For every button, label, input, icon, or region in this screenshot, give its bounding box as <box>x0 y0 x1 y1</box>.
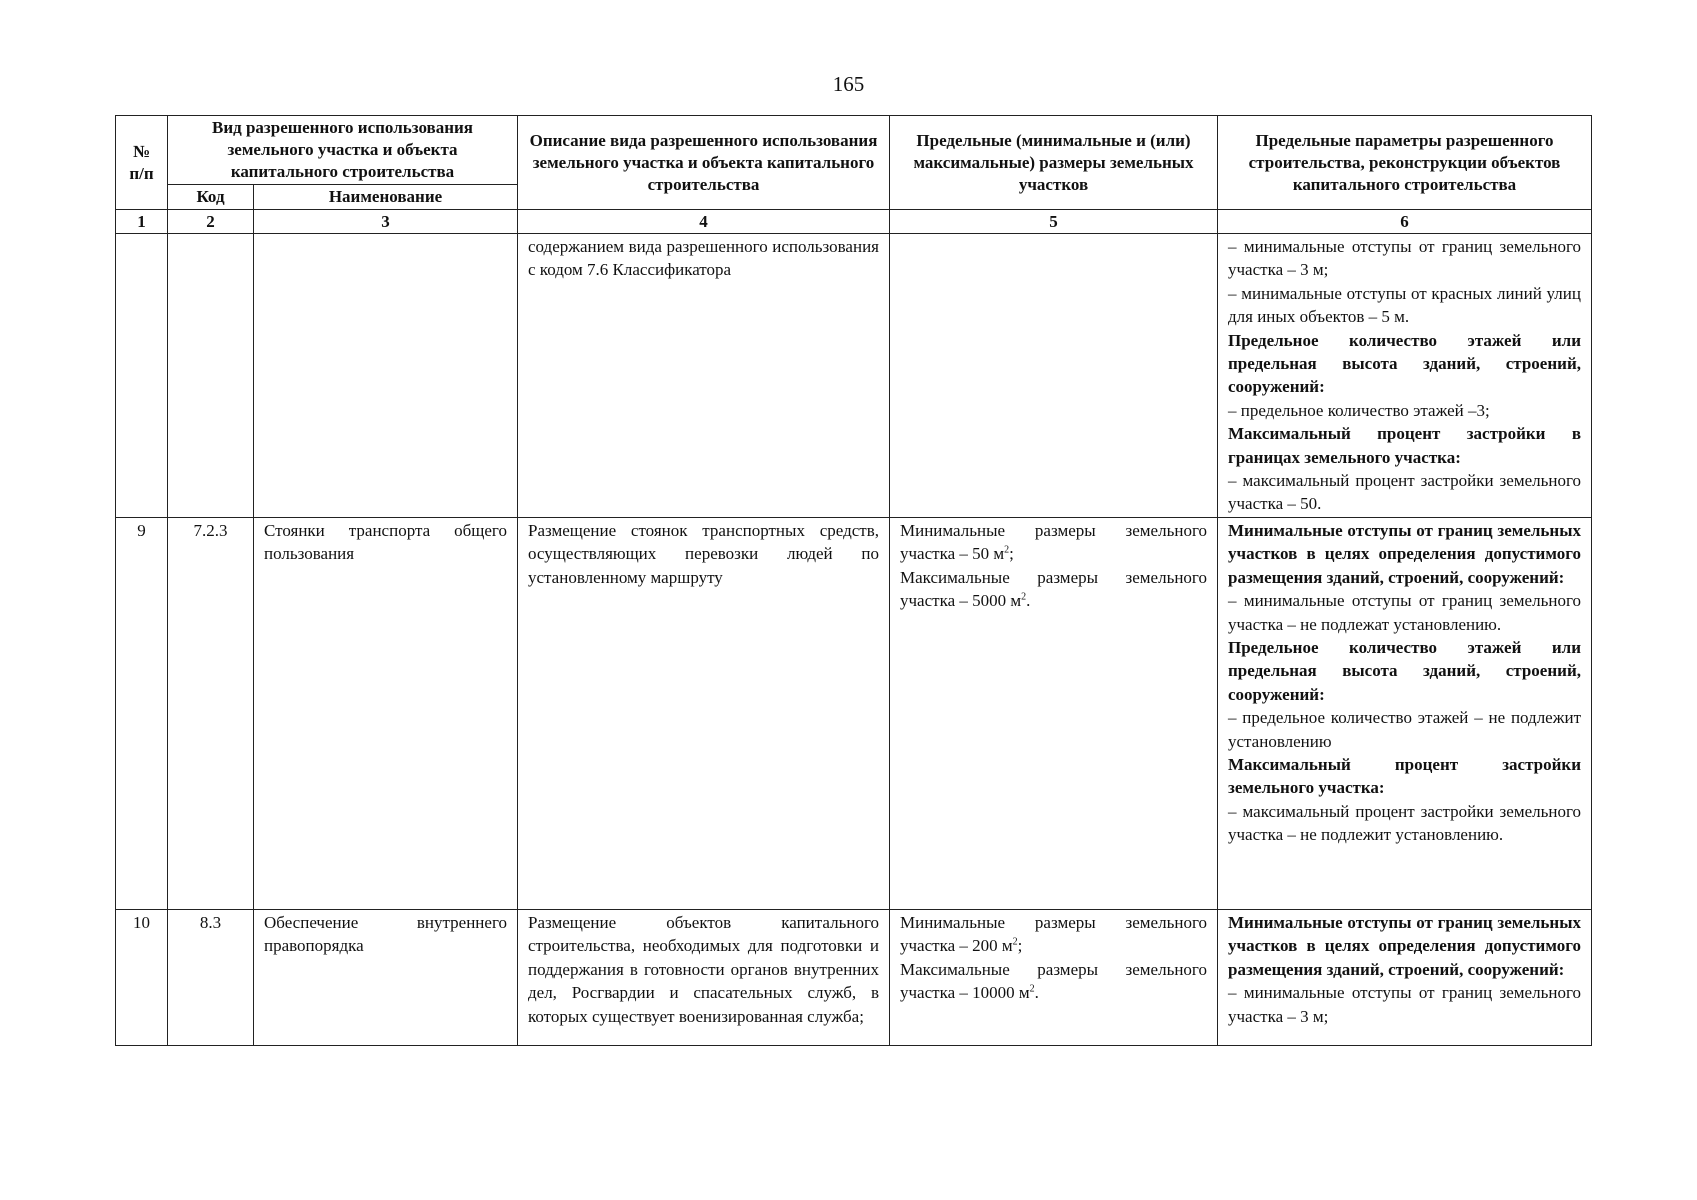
size-line: Максимальные размеры земельного участка – 10000 $м^2$. <box>900 959 1207 1003</box>
col-header-name: Наименование <box>254 185 518 210</box>
column-number: 6 <box>1218 210 1592 234</box>
size-line: Минимальные размеры земельного участка – 50 $м^2$; <box>900 520 1207 564</box>
size-line: Максимальные размеры земельного участка – 5000 $м^2$. <box>900 567 1207 611</box>
cell-params <box>1218 234 1592 518</box>
param-item: – минимальные отступы от границ земельного участка – не подлежат установлению. <box>1228 591 1581 634</box>
column-number-row <box>116 210 1592 234</box>
col-header-description: Описание вида разрешенного использования земельного участка и объекта капитального строительства <box>518 116 890 210</box>
column-number: 2 <box>168 210 254 234</box>
cell-num: 10 <box>116 909 168 1045</box>
column-number: 3 <box>254 210 518 234</box>
param-heading: Минимальные отступы от границ земельных участков в целях определения допустимого размещения зданий, строений, сооружений: <box>1228 912 1581 979</box>
col-header-params: Предельные параметры разрешенного строительства, реконструкции объектов капитального строительства <box>1218 116 1592 210</box>
column-number: 5 <box>890 210 1218 234</box>
cell-description: Размещение объектов капитального строительства, необходимых для подготовки и поддержания в готовности органов внутренних дел, Росгвардии и спасательных служб, в которых существует военизированная служба; <box>518 909 890 1045</box>
param-heading: Предельное количество этажей или предельная высота зданий, строений, сооружений: <box>1228 330 1581 397</box>
cell-num: 9 <box>116 517 168 909</box>
cell-name: Обеспечение внутреннего правопорядка <box>254 909 518 1045</box>
size-line: Минимальные размеры земельного участка – 200 $м^2$; <box>900 912 1207 956</box>
cell-code: 7.2.3 <box>168 517 254 909</box>
param-item: – максимальный процент застройки земельного участка – не подлежит установлению. <box>1228 801 1581 845</box>
param-heading: Максимальный процент застройки в границах земельного участка: <box>1228 424 1581 467</box>
cell-code: 8.3 <box>168 909 254 1045</box>
column-number: 1 <box>116 210 168 234</box>
cell-name <box>254 234 518 518</box>
column-number: 4 <box>518 210 890 234</box>
page-number: 165 <box>832 72 865 96</box>
param-heading: Максимальный процент застройки земельного участка: <box>1228 754 1581 798</box>
param-heading: Предельное количество этажей или предельная высота зданий, строений, сооружений: <box>1228 637 1581 704</box>
table-row <box>116 517 1592 909</box>
cell-sizes <box>890 234 1218 518</box>
table-row <box>116 909 1592 1045</box>
cell-sizes <box>890 909 1218 1045</box>
param-item: – минимальные отступы от границ земельного участка – 3 м; <box>1228 983 1581 1026</box>
cell-description: содержанием вида разрешенного использования с кодом 7.6 Классификатора <box>518 234 890 518</box>
cell-description: Размещение стоянок транспортных средств, осуществляющих перевозки людей по установленному маршруту <box>518 517 890 909</box>
table-body <box>116 234 1592 1046</box>
col-header-type-group: Вид разрешенного использования земельного участка и объекта капитального строительства <box>168 116 518 185</box>
param-item: – минимальные отступы от границ земельного участка – 3 м; <box>1228 237 1581 280</box>
cell-code <box>168 234 254 518</box>
cell-params <box>1218 517 1592 909</box>
col-header-num: № п/п <box>116 116 168 210</box>
cell-num <box>116 234 168 518</box>
param-item: – минимальные отступы от красных линий улиц для иных объектов – 5 м. <box>1228 283 1581 327</box>
param-heading: Минимальные отступы от границ земельных участков в целях определения допустимого размещения зданий, строений, сооружений: <box>1228 520 1581 587</box>
cell-name: Стоянки транспорта общего пользования <box>254 517 518 909</box>
header-row-1 <box>116 116 1592 185</box>
land-use-table <box>115 115 1592 1046</box>
col-header-sizes: Предельные (минимальные и (или) максимальные) размеры земельных участков <box>890 116 1218 210</box>
param-item: – предельное количество этажей –3; <box>1228 400 1490 420</box>
table-row <box>116 234 1592 518</box>
col-header-code: Код <box>168 185 254 210</box>
param-item: – предельное количество этажей – не подлежит установлению <box>1228 708 1581 751</box>
cell-params <box>1218 909 1592 1045</box>
param-item: – максимальный процент застройки земельного участка – 50. <box>1228 471 1581 514</box>
cell-sizes <box>890 517 1218 909</box>
